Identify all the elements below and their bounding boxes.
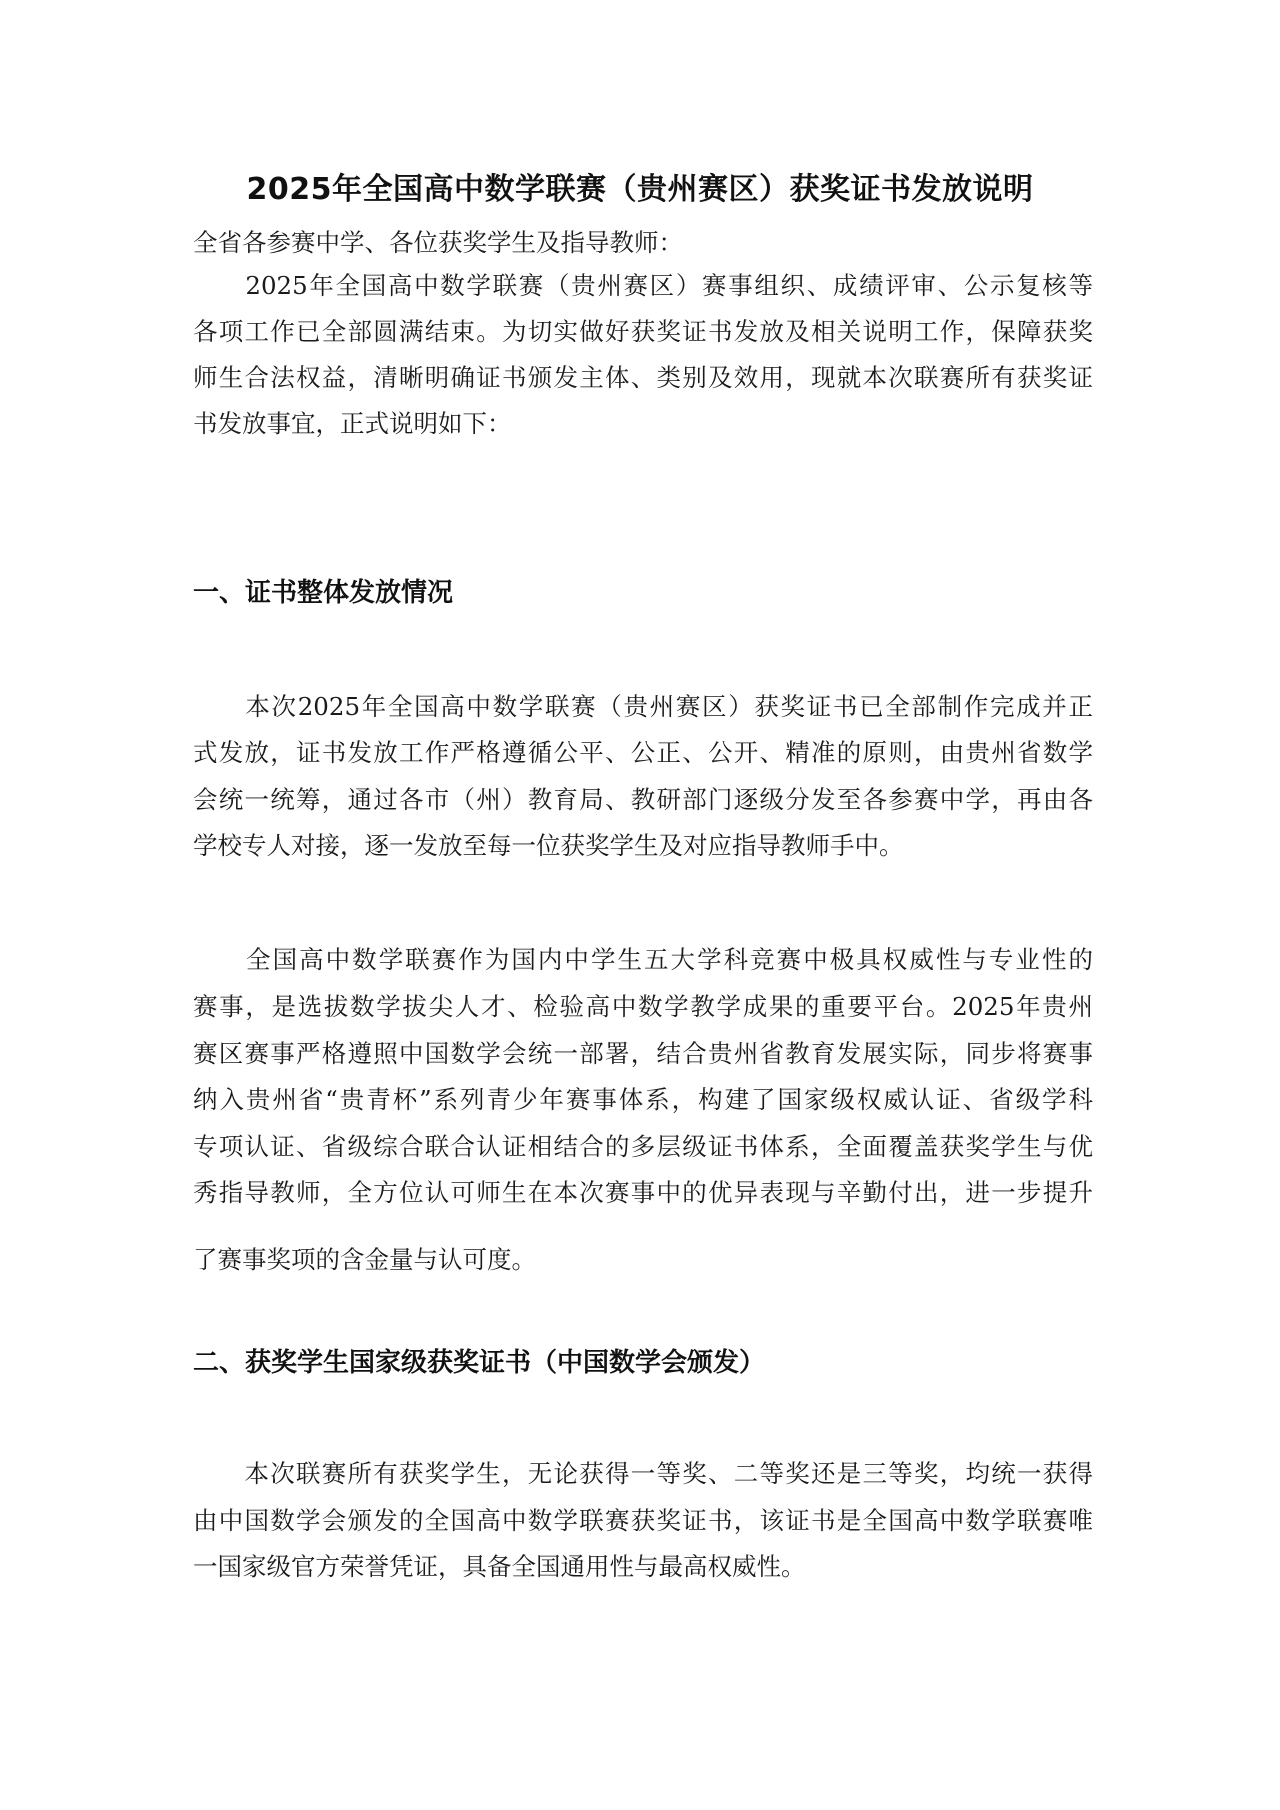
paragraph-line: 赛事，是选拔数学拔尖人才、检验高中数学教学成果的重要平台。2025年贵州 bbox=[193, 992, 1093, 1021]
paragraph-line: 专项认证、省级综合联合认证相结合的多层级证书体系，全面覆盖获奖学生与优 bbox=[193, 1132, 1093, 1161]
salutation: 全省各参赛中学、各位获奖学生及指导教师： bbox=[193, 228, 683, 257]
section-heading-2: 二、获奖学生国家级获奖证书（中国数学会颁发） bbox=[193, 1348, 766, 1378]
paragraph-line: 全国高中数学联赛作为国内中学生五大学科竞赛中极具权威性与专业性的 bbox=[193, 945, 1093, 974]
paragraph-line: 一国家级官方荣誉凭证，具备全国通用性与最高权威性。 bbox=[193, 1552, 806, 1581]
paragraph-line: 本次2025年全国高中数学联赛（贵州赛区）获奖证书已全部制作完成并正 bbox=[193, 692, 1093, 721]
paragraph-line: 2025年全国高中数学联赛（贵州赛区）赛事组织、成绩评审、公示复核等 bbox=[193, 271, 1093, 300]
paragraph-line: 书发放事宜，正式说明如下： bbox=[193, 409, 512, 438]
paragraph-line: 师生合法权益，清晰明确证书颁发主体、类别及效用，现就本次联赛所有获奖证 bbox=[193, 363, 1093, 392]
paragraph-line: 本次联赛所有获奖学生，无论获得一等奖、二等奖还是三等奖，均统一获得 bbox=[193, 1459, 1093, 1488]
paragraph-line: 会统一统筹，通过各市（州）教育局、教研部门逐级分发至各参赛中学，再由各 bbox=[193, 785, 1093, 814]
paragraph-line: 赛区赛事严格遵照中国数学会统一部署，结合贵州省教育发展实际，同步将赛事 bbox=[193, 1039, 1093, 1068]
section-heading-1: 一、证书整体发放情况 bbox=[193, 578, 454, 608]
paragraph-line: 由中国数学会颁发的全国高中数学联赛获奖证书，该证书是全国高中数学联赛唯 bbox=[193, 1506, 1093, 1535]
paragraph-line: 学校专人对接，逐一发放至每一位获奖学生及对应指导教师手中。 bbox=[193, 831, 904, 860]
paragraph-line: 秀指导教师，全方位认可师生在本次赛事中的优异表现与辛勤付出，进一步提升 bbox=[193, 1178, 1093, 1207]
document-title: 2025年全国高中数学联赛（贵州赛区）获奖证书发放说明 bbox=[246, 172, 1034, 207]
paragraph-line: 式发放，证书发放工作严格遵循公平、公正、公开、精准的原则，由贵州省数学 bbox=[193, 738, 1093, 767]
paragraph-line: 纳入贵州省“贵青杯”系列青少年赛事体系，构建了国家级权威认证、省级学科 bbox=[193, 1085, 1093, 1114]
paragraph-line: 各项工作已全部圆满结束。为切实做好获奖证书发放及相关说明工作，保障获奖 bbox=[193, 317, 1093, 346]
paragraph-line: 了赛事奖项的含金量与认可度。 bbox=[193, 1245, 536, 1274]
